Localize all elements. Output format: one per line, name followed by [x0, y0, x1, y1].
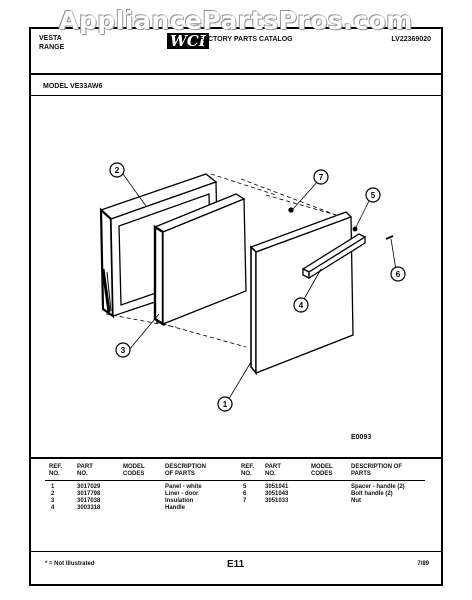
table-row-part: 3051041 [265, 484, 289, 490]
table-row-ref: 2 [51, 491, 55, 497]
svg-text:4: 4 [298, 301, 304, 310]
table-row-desc: Liner - door [165, 491, 199, 497]
table-rule-top [31, 457, 441, 459]
svg-text:6: 6 [395, 270, 401, 279]
model-label: MODEL VE33AW6 [43, 83, 103, 90]
header-desc-right: DESCRIPTION OF PARTS [351, 464, 403, 477]
figure-code: E0093 [351, 434, 372, 441]
brand-line1: VESTA [39, 35, 62, 42]
callout-4 [294, 298, 308, 312]
header-ref-left: REF. NO. [49, 464, 63, 477]
header-codes-left: MODEL CODES [123, 464, 145, 477]
table-row-desc: Insulation [165, 498, 194, 504]
header-part-right: PART NO. [265, 464, 281, 477]
table-row-part: 3017798 [77, 491, 101, 497]
watermark: AppliancePartsPros.com [59, 6, 413, 35]
bolt-part [386, 236, 393, 239]
nut-part [289, 208, 293, 212]
callout-7 [314, 170, 328, 184]
table-row-part: 3003318 [77, 505, 101, 511]
table-row-desc: Handle [165, 505, 186, 511]
catalog-title: FACTORY PARTS CATALOG [199, 36, 293, 43]
table-row-part: 3051033 [265, 498, 289, 504]
parts-catalog-sheet [29, 27, 443, 586]
table-row-part: 3051043 [265, 491, 289, 497]
door-exploded-diagram [31, 29, 441, 449]
table-row-ref: 5 [243, 484, 247, 490]
callout-2 [110, 163, 124, 177]
svg-text:2: 2 [114, 166, 120, 175]
header-desc-left: DESCRIPTION OF PARTS [165, 464, 207, 477]
footer-rule [31, 551, 441, 552]
page-number: E11 [227, 559, 245, 570]
table-row-ref: 3 [51, 498, 55, 504]
svg-text:5: 5 [370, 191, 376, 200]
table-row-ref: 7 [243, 498, 247, 504]
callout-6 [391, 267, 405, 281]
table-row-ref: 1 [51, 484, 55, 490]
brand-line2: RANGE [39, 44, 65, 51]
catalog-date: 7/89 [417, 561, 429, 567]
table-row-desc: Panel - white [165, 484, 202, 490]
not-illustrated-note: * = Not Illustrated [45, 561, 95, 567]
table-row-desc: Nut [351, 498, 361, 504]
svg-text:3: 3 [120, 346, 126, 355]
callout-3 [116, 343, 130, 357]
callout-1 [218, 397, 232, 411]
header-codes-right: MODEL CODES [311, 464, 333, 477]
spacer-part [353, 227, 357, 231]
header-underline [45, 480, 425, 481]
header-part-left: PART NO. [77, 464, 93, 477]
table-row-ref: 4 [51, 505, 55, 511]
table-row-desc: Bolt handle (2) [351, 491, 393, 497]
wci-logo: WCI [167, 33, 209, 49]
callout-5 [366, 188, 380, 202]
svg-text:7: 7 [318, 173, 324, 182]
catalog-code: LV22369020 [391, 36, 431, 43]
outer-panel-part [251, 212, 353, 373]
svg-text:1: 1 [222, 400, 228, 409]
table-row-desc: Spacer - handle (2) [351, 484, 405, 490]
header-ref-right: REF. NO. [241, 464, 255, 477]
table-row-ref: 6 [243, 491, 247, 497]
table-row-part: 3017029 [77, 484, 101, 490]
table-row-part: 3017038 [77, 498, 101, 504]
